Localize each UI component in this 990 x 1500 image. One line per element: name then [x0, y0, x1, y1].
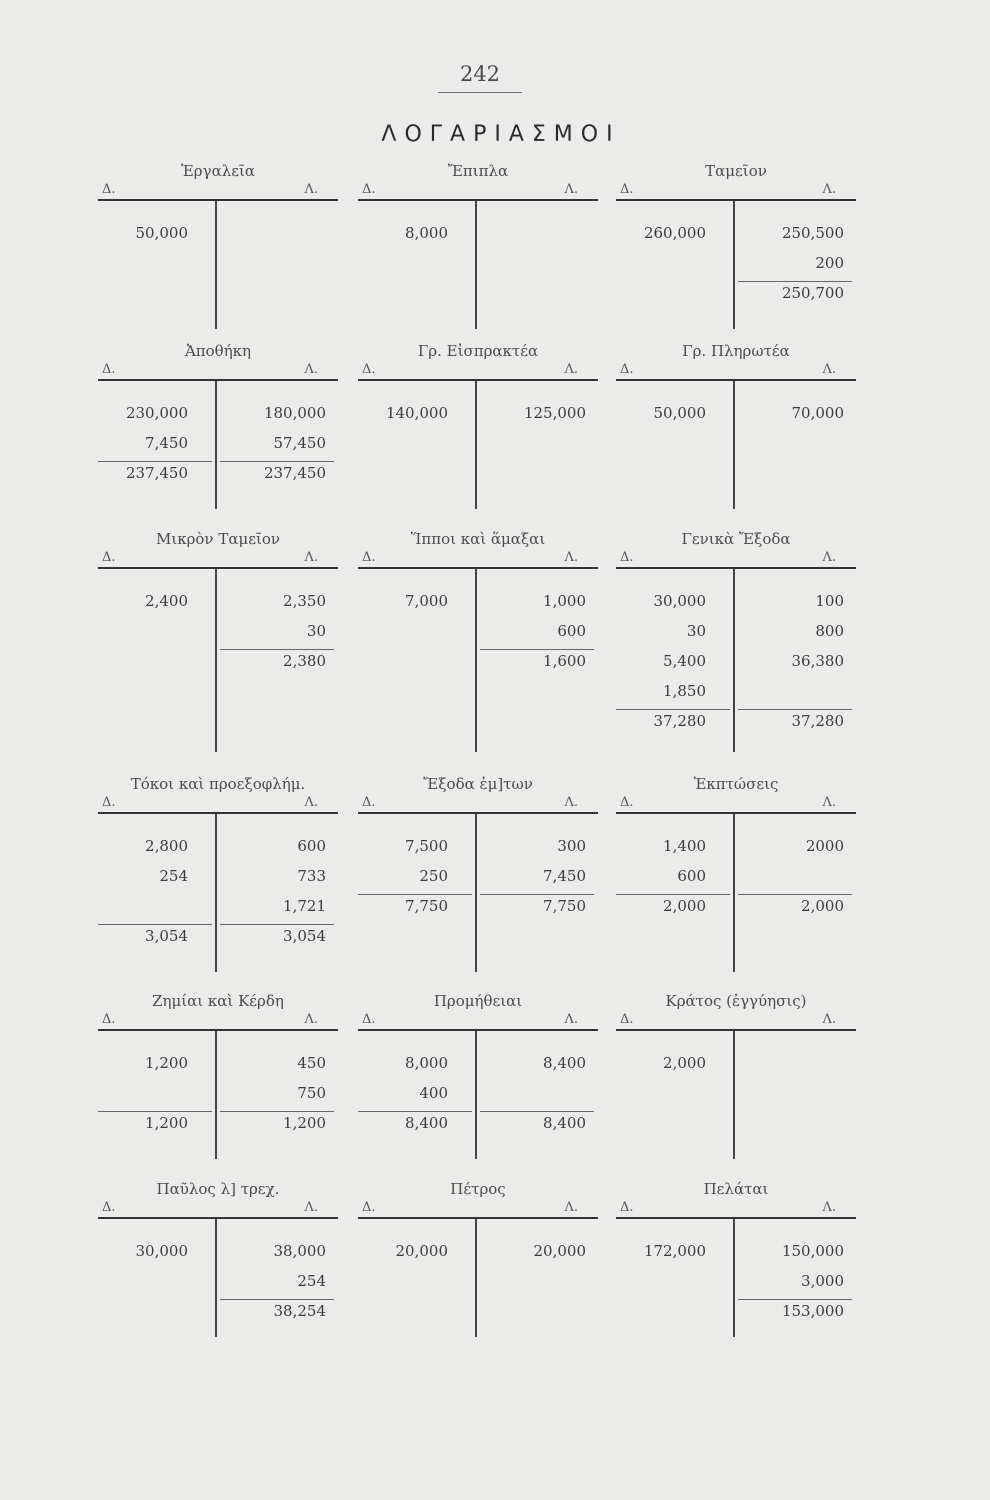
credit-entry: 57,450 [273, 434, 326, 452]
account-divider [733, 201, 735, 329]
credit-label: Λ. [304, 1012, 318, 1027]
ledger-account [358, 775, 598, 975]
account-title: Κράτος (ἐγγύησις) [665, 992, 807, 1010]
credit-total-rule [220, 1299, 334, 1300]
ledger-account [98, 992, 338, 1162]
debit-total-rule [616, 894, 730, 895]
ledger-account [358, 162, 598, 332]
debit-label: Δ. [362, 1200, 376, 1215]
debit-total: 237,450 [125, 464, 188, 482]
account-rule [98, 1217, 338, 1219]
debit-entry: 400 [419, 1084, 448, 1102]
account-title: Ἔξοδα ἐμ]των [423, 775, 533, 793]
debit-label: Δ. [102, 1200, 116, 1215]
account-title: Γρ. Πληρωτέα [682, 342, 790, 360]
credit-total-rule [220, 649, 334, 650]
credit-entry: 100 [815, 592, 844, 610]
account-divider [215, 1219, 217, 1337]
credit-label: Λ. [822, 362, 836, 377]
debit-entry: 2,400 [145, 592, 188, 610]
credit-entry: 254 [297, 1272, 326, 1290]
credit-label: Λ. [564, 1200, 578, 1215]
credit-total-rule [738, 1299, 852, 1300]
account-rule [358, 199, 598, 201]
credit-total-rule [738, 894, 852, 895]
account-rule [616, 379, 856, 381]
credit-label: Λ. [304, 795, 318, 810]
debit-entry: 140,000 [385, 404, 448, 422]
credit-entry: 750 [297, 1084, 326, 1102]
account-divider [215, 569, 217, 752]
credit-entry: 450 [297, 1054, 326, 1072]
credit-label: Λ. [564, 1012, 578, 1027]
debit-total-rule [358, 1111, 472, 1112]
account-rule [358, 1217, 598, 1219]
account-title: Ἵπποι καὶ ἅμαξαι [410, 530, 546, 548]
debit-label: Δ. [620, 795, 634, 810]
credit-entry: 7,450 [543, 867, 586, 885]
debit-label: Δ. [102, 550, 116, 565]
debit-entry: 230,000 [125, 404, 188, 422]
account-title: Ζημίαι καὶ Κέρδη [152, 992, 284, 1010]
ledger-account [98, 342, 338, 512]
debit-label: Δ. [102, 795, 116, 810]
debit-total-rule [98, 1111, 212, 1112]
credit-total-rule [480, 1111, 594, 1112]
debit-label: Δ. [620, 182, 634, 197]
credit-label: Λ. [564, 182, 578, 197]
debit-total-rule [98, 924, 212, 925]
debit-label: Δ. [102, 362, 116, 377]
debit-label: Δ. [362, 362, 376, 377]
debit-entry: 50,000 [135, 224, 188, 242]
account-rule [358, 1029, 598, 1031]
debit-entry: 254 [159, 867, 188, 885]
debit-total-rule [358, 894, 472, 895]
account-divider [215, 814, 217, 972]
debit-entry: 2,800 [145, 837, 188, 855]
debit-entry: 1,850 [663, 682, 706, 700]
debit-entry: 20,000 [395, 1242, 448, 1260]
credit-label: Λ. [822, 1200, 836, 1215]
ledger-account [98, 162, 338, 332]
debit-entry: 8,000 [405, 1054, 448, 1072]
account-divider [475, 1219, 477, 1337]
page-title: ΛΟΓΑΡΙΑΣΜΟΙ [381, 122, 621, 147]
debit-label: Δ. [362, 795, 376, 810]
credit-total: 2,380 [283, 652, 326, 670]
debit-label: Δ. [102, 182, 116, 197]
account-title: Πελάται [703, 1180, 769, 1198]
account-divider [215, 201, 217, 329]
account-title: Γρ. Εἰσπρακτέα [417, 342, 539, 360]
ledger-account [616, 775, 856, 975]
credit-total: 153,000 [781, 1302, 844, 1320]
debit-label: Δ. [620, 1200, 634, 1215]
credit-total: 7,750 [543, 897, 586, 915]
ledger-account [358, 342, 598, 512]
account-rule [98, 379, 338, 381]
debit-entry: 2,000 [663, 1054, 706, 1072]
account-rule [616, 1029, 856, 1031]
account-divider [215, 381, 217, 509]
ledger-account [358, 1180, 598, 1340]
credit-entry: 600 [297, 837, 326, 855]
credit-total: 250,700 [781, 284, 844, 302]
debit-entry: 7,450 [145, 434, 188, 452]
account-rule [98, 567, 338, 569]
debit-total: 8,400 [405, 1114, 448, 1132]
credit-label: Λ. [564, 795, 578, 810]
credit-label: Λ. [304, 182, 318, 197]
credit-entry: 250,500 [781, 224, 844, 242]
credit-entry: 20,000 [533, 1242, 586, 1260]
account-title: Μικρὸν Ταμεῖον [155, 530, 281, 548]
credit-label: Λ. [304, 362, 318, 377]
debit-entry: 260,000 [643, 224, 706, 242]
ledger-account [616, 530, 856, 755]
credit-total: 38,254 [273, 1302, 326, 1320]
account-divider [475, 201, 477, 329]
credit-total-rule [220, 1111, 334, 1112]
credit-entry: 70,000 [791, 404, 844, 422]
credit-entry: 3,000 [801, 1272, 844, 1290]
credit-entry: 180,000 [263, 404, 326, 422]
account-divider [733, 381, 735, 509]
account-title: Ἀποθήκη [184, 342, 252, 360]
account-title: Τόκοι καὶ προεξοφλήμ. [130, 775, 306, 793]
account-title: Ἐργαλεῖα [181, 162, 255, 180]
debit-total: 37,280 [653, 712, 706, 730]
credit-total-rule [480, 894, 594, 895]
debit-label: Δ. [362, 182, 376, 197]
credit-total: 8,400 [543, 1114, 586, 1132]
page-number: 242 [459, 62, 501, 86]
credit-entry: 38,000 [273, 1242, 326, 1260]
account-rule [358, 379, 598, 381]
credit-total-rule [480, 649, 594, 650]
debit-label: Δ. [362, 1012, 376, 1027]
credit-entry: 30 [306, 622, 326, 640]
ledger-account [616, 1180, 856, 1340]
debit-entry: 8,000 [405, 224, 448, 242]
credit-total: 1,200 [283, 1114, 326, 1132]
credit-label: Λ. [822, 182, 836, 197]
debit-entry: 50,000 [653, 404, 706, 422]
account-rule [98, 199, 338, 201]
debit-total-rule [98, 461, 212, 462]
debit-entry: 600 [677, 867, 706, 885]
account-divider [733, 1219, 735, 1337]
debit-total: 1,200 [145, 1114, 188, 1132]
credit-total: 2,000 [801, 897, 844, 915]
credit-entry: 300 [557, 837, 586, 855]
ledger-account [358, 530, 598, 755]
account-title: Πέτρος [450, 1180, 506, 1198]
credit-label: Λ. [822, 550, 836, 565]
ledger-account [616, 162, 856, 332]
account-rule [616, 567, 856, 569]
account-title: Γενικὰ Ἔξοδα [681, 530, 791, 548]
credit-entry: 600 [557, 622, 586, 640]
page-number-rule [438, 92, 522, 93]
account-rule [358, 567, 598, 569]
account-rule [616, 1217, 856, 1219]
credit-label: Λ. [564, 362, 578, 377]
account-title: Ἐκπτώσεις [693, 775, 779, 793]
debit-total-rule [616, 709, 730, 710]
account-divider [475, 569, 477, 752]
credit-entry: 1,000 [543, 592, 586, 610]
account-rule [98, 812, 338, 814]
credit-entry: 733 [297, 867, 326, 885]
debit-label: Δ. [102, 1012, 116, 1027]
credit-entry: 1,721 [283, 897, 326, 915]
credit-total: 3,054 [283, 927, 326, 945]
debit-total: 2,000 [663, 897, 706, 915]
debit-label: Δ. [362, 550, 376, 565]
account-title: Παῦλος λ] τρεχ. [156, 1180, 280, 1198]
debit-label: Δ. [620, 550, 634, 565]
credit-total: 37,280 [791, 712, 844, 730]
debit-entry: 5,400 [663, 652, 706, 670]
debit-entry: 30,000 [653, 592, 706, 610]
ledger-account [98, 775, 338, 975]
credit-total: 237,450 [263, 464, 326, 482]
ledger-account [98, 530, 338, 755]
account-rule [98, 1029, 338, 1031]
credit-entry: 150,000 [781, 1242, 844, 1260]
ledger-account [616, 992, 856, 1162]
credit-total: 1,600 [543, 652, 586, 670]
ledger-account [98, 1180, 338, 1340]
account-divider [733, 569, 735, 752]
credit-entry: 2000 [805, 837, 844, 855]
account-divider [475, 381, 477, 509]
debit-entry: 1,200 [145, 1054, 188, 1072]
credit-label: Λ. [822, 1012, 836, 1027]
debit-entry: 7,500 [405, 837, 448, 855]
account-divider [475, 1031, 477, 1159]
account-divider [733, 814, 735, 972]
credit-label: Λ. [564, 550, 578, 565]
ledger-account [616, 342, 856, 512]
ledger-account [358, 992, 598, 1162]
account-title: Ἔπιπλα [447, 162, 509, 180]
credit-entry: 8,400 [543, 1054, 586, 1072]
credit-entry: 36,380 [791, 652, 844, 670]
debit-label: Δ. [620, 362, 634, 377]
debit-label: Δ. [620, 1012, 634, 1027]
credit-total-rule [738, 281, 852, 282]
credit-label: Λ. [822, 795, 836, 810]
debit-entry: 7,000 [405, 592, 448, 610]
debit-total: 3,054 [145, 927, 188, 945]
debit-entry: 1,400 [663, 837, 706, 855]
debit-entry: 250 [419, 867, 448, 885]
account-divider [733, 1031, 735, 1159]
account-divider [215, 1031, 217, 1159]
credit-label: Λ. [304, 550, 318, 565]
credit-entry: 200 [815, 254, 844, 272]
credit-total-rule [738, 709, 852, 710]
account-title: Προμήθειαι [433, 992, 523, 1010]
credit-entry: 800 [815, 622, 844, 640]
account-rule [358, 812, 598, 814]
credit-total-rule [220, 461, 334, 462]
account-rule [616, 812, 856, 814]
credit-entry: 2,350 [283, 592, 326, 610]
debit-total: 7,750 [405, 897, 448, 915]
debit-entry: 172,000 [643, 1242, 706, 1260]
account-divider [475, 814, 477, 972]
account-rule [616, 199, 856, 201]
debit-entry: 30,000 [135, 1242, 188, 1260]
credit-total-rule [220, 924, 334, 925]
credit-label: Λ. [304, 1200, 318, 1215]
account-title: Ταμεῖον [705, 162, 767, 180]
credit-entry: 125,000 [523, 404, 586, 422]
debit-entry: 30 [686, 622, 706, 640]
